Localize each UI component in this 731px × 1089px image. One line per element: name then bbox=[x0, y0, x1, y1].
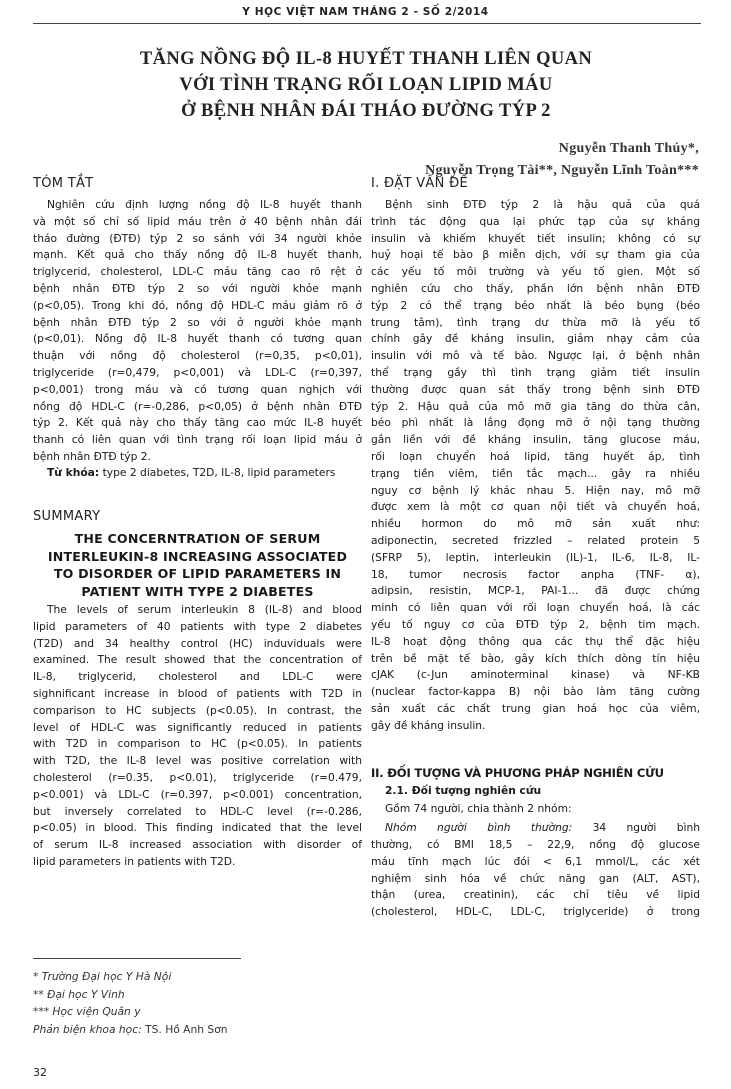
methods-intro: Gồm 74 người, chia thành 2 nhóm: bbox=[385, 802, 572, 815]
text-line: gây đề kháng insulin. bbox=[371, 718, 486, 732]
text-line: p<0,001) trong máu và có tương quan nghịch với bbox=[33, 382, 362, 396]
summary-title-line: PATIENT WITH TYPE 2 DIABETES bbox=[81, 583, 314, 599]
text-line: máu tĩnh mạch lúc đói < 6,1 mmol/L, các xét bbox=[371, 854, 700, 868]
text-line: trung tâm), tình trạng dư thừa mỡ là yếu tố bbox=[371, 315, 700, 329]
methods-body bbox=[371, 837, 700, 921]
keywords-text: type 2 diabetes, T2D, IL-8, lipid parameters bbox=[99, 466, 336, 479]
text-line: insulin và khiếm khuyết tiết insulin; không có sự bbox=[371, 231, 700, 245]
text-line: nghiệm sinh hóa về chức năng gan (ALT, AST), bbox=[371, 871, 700, 885]
intro-heading: I. ĐẶT VẤN ĐỀ bbox=[371, 176, 468, 191]
text-line: IL-8 hoạt động thông qua các thụ thể đặc hiệu bbox=[371, 634, 700, 648]
intro-body bbox=[371, 197, 700, 735]
text-line: insulin với mô và tế bào. Ngược lại, ở bệnh nhân bbox=[371, 349, 700, 363]
footnotes bbox=[33, 968, 228, 1038]
text-line: thanh có liên quan với tình trạng rối loạn lipid máu ở bbox=[33, 433, 362, 447]
text-line: thuận với nồng độ cholesterol (r=0,35, p<0,01), bbox=[33, 349, 362, 363]
text-line: comparison to HC subjects (p<0.05). In contrast, the bbox=[33, 703, 362, 717]
text-line: huỷ hoại tế bào β miễn dịch, với sự tham gia của bbox=[371, 248, 700, 262]
author-line: Nguyễn Trọng Tài**, Nguyễn Lĩnh Toàn*** bbox=[425, 163, 699, 178]
article-title bbox=[60, 46, 672, 124]
summary-title-line: TO DISORDER OF LIPID PARAMETERS IN bbox=[53, 566, 342, 582]
text-line: và một số chỉ số lipid máu trên ở 40 bệnh nhân đái bbox=[33, 214, 362, 228]
text-line: chính gây đề kháng insulin, giảm nhạy cảm của bbox=[371, 332, 700, 346]
text-line: Bệnh sinh ĐTĐ týp 2 là hậu quả của quá bbox=[385, 198, 700, 211]
text-line: thận (urea, creatinin), các chỉ tiêu về lipid bbox=[371, 888, 700, 902]
group-line bbox=[371, 820, 700, 837]
text-line: nhiều hormon do mô mỡ sản xuất như: bbox=[371, 517, 700, 531]
text-line: nguy cơ bệnh lý khác nhau 5. Hiện nay, mô mỡ bbox=[371, 483, 700, 497]
text-line: triglyceride (r=0,479, p<0,001) và LDL-C (r=0,397, bbox=[33, 365, 362, 379]
text-line: with T2D, the IL-8 level was positive correlation with bbox=[33, 754, 362, 768]
text-line: mạnh. Kết quả cho thấy nồng độ IL-8 huyết thanh, bbox=[33, 248, 362, 262]
text-line: 18, tumor necrosis factor anpha (TNF- α), bbox=[371, 567, 700, 581]
text-line: cholesterol (r=0.35, p<0.01), triglyceride (r=0.479, bbox=[33, 770, 362, 784]
text-line: (nuclear factor-kappa B) nội bào làm tăng cường bbox=[371, 685, 700, 699]
text-line: (cholesterol, HDL-C, LDL-C, triglyceride) ở trong bbox=[371, 905, 700, 919]
reviewer-line bbox=[33, 1021, 228, 1039]
text-line: but inversely correlated to HDL-C level (r=-0.286, bbox=[33, 804, 362, 818]
text-line: The levels of serum interleukin 8 (IL-8) and blood bbox=[47, 603, 362, 616]
text-line: (p<0,01). Nồng độ IL-8 huyết thanh có tương quan bbox=[33, 332, 362, 346]
footnote: *** Học viện Quân y bbox=[33, 1005, 141, 1018]
text-line: Nghiên cứu định lượng nồng độ IL-8 huyết thanh bbox=[47, 198, 362, 211]
text-line: bệnh nhân ĐTĐ týp 2 so với ở người khỏe mạnh bbox=[33, 315, 362, 329]
text-line: p<0.001) và LDL-C (r=0.397, p<0.001) concentration, bbox=[33, 787, 362, 801]
text-line: các yếu tố môi trường và yếu tố gien. Một số bbox=[371, 265, 700, 279]
text-line: examined. The result showed that the concentration of bbox=[33, 653, 362, 667]
text-line: (p<0,05). Trong khi đó, nồng độ HDL-C máu giảm rõ ở bbox=[33, 298, 362, 312]
text-line: sighnificant increase in blood of patients with T2D in bbox=[33, 686, 362, 700]
text-line: (SFRP 5), leptin, interleukin (IL)-1, IL-6, IL-8, IL- bbox=[371, 550, 700, 564]
reviewer-name: TS. Hồ Anh Sơn bbox=[141, 1022, 228, 1036]
text-line: adipsin, resistin, MCP-1, PAI-1... đã được chứng bbox=[371, 584, 700, 598]
text-line: nghiên cứu cho thấy, phần lớn bệnh nhân ĐTĐ bbox=[371, 281, 700, 295]
text-line: bệnh nhân ĐTĐ týp 2. bbox=[33, 449, 151, 463]
header-divider bbox=[33, 23, 701, 24]
summary-title-line: INTERLEUKIN-8 INCREASING ASSOCIATED bbox=[47, 548, 348, 564]
text-line: nồng độ HDL-C (r=-0,286, p<0,05) ở bệnh nhân ĐTĐ bbox=[33, 399, 362, 413]
text-line: gắn liền với đề kháng insulin, tăng glucose máu, bbox=[371, 433, 700, 447]
title-line: TĂNG NỒNG ĐỘ IL-8 HUYẾT THANH LIÊN QUAN bbox=[139, 49, 593, 69]
text-line: thường, có BMI 18,5 – 22,9, nồng độ glucose bbox=[371, 838, 700, 851]
text-line: level of HDL-C was significantly reduced in patients bbox=[33, 720, 362, 734]
group-label: Nhóm người bình thường: bbox=[385, 821, 573, 834]
reviewer-label: Phản biện khoa học: bbox=[33, 1022, 142, 1036]
page-number: 32 bbox=[33, 1066, 47, 1079]
text-line: sản xuất các chất trung gian hoá học của viêm, bbox=[371, 701, 700, 715]
title-line: Ở BỆNH NHÂN ĐÁI THÁO ĐƯỜNG TÝP 2 bbox=[181, 101, 551, 121]
text-line: týp 2 có thể trạng béo nhất là béo bụng (béo bbox=[371, 298, 700, 312]
text-line: được xem là một cơ quan nội tiết và chuyển hoá, bbox=[371, 500, 700, 514]
text-line: IL-8, triglycerid, cholesterol and LDL-C were bbox=[33, 670, 362, 684]
text-line: thường được quan sát thấy trong bệnh sinh ĐTĐ bbox=[371, 382, 700, 396]
text-line: yếu tố nguy cơ của ĐTĐ týp 2, bệnh tim mạch. bbox=[371, 617, 700, 631]
text-line: thể trạng gầy thì tình trạng giảm tiết insulin bbox=[371, 365, 700, 379]
text-line: týp 2. Hậu quả của mô mỡ gia tăng do thừa cân, bbox=[371, 399, 700, 413]
text-line: (T2D) and 34 healthy control (HC) induviduals were bbox=[33, 636, 362, 650]
text-line: trạng tiền viêm, tiền tắc mạch... gây ra nhiều bbox=[371, 466, 700, 480]
journal-header: Y HỌC VIỆT NAM THÁNG 2 - SỐ 2/2014 bbox=[242, 6, 489, 18]
text-line: béo phì nhất là lắng đọng mỡ ở nội tạng thường bbox=[371, 416, 700, 430]
methods-subheading: 2.1. Đối tượng nghiên cứu bbox=[385, 784, 542, 797]
keywords-label: Từ khóa: bbox=[47, 466, 100, 479]
text-line: lipid parameters of 40 patients with type 2 diabetes bbox=[33, 619, 362, 633]
summary-body bbox=[33, 602, 362, 871]
text-line: cJAK (c-Jun aminoterminal kinase) và NF-KB bbox=[371, 668, 700, 682]
footnote: ** Đại học Y Vinh bbox=[33, 987, 125, 1001]
footnote: * Trường Đại học Y Hà Nội bbox=[33, 970, 172, 983]
text-line: bệnh nhân ĐTĐ týp 2 so với người khỏe mạnh bbox=[33, 281, 362, 295]
footnote-divider bbox=[33, 958, 241, 959]
text-line: of serum IL-8 increased association with disorder of bbox=[33, 838, 362, 852]
abstract-vi-heading: TÓM TẮT bbox=[33, 176, 94, 191]
text-line: with T2D in comparison to HC (p<0.05). In patients bbox=[33, 737, 362, 751]
abstract-vi-body bbox=[33, 197, 362, 466]
author-line: Nguyễn Thanh Thúy*, bbox=[558, 141, 699, 156]
text-line: lipid parameters in patients with T2D. bbox=[33, 854, 236, 868]
summary-heading: SUMMARY bbox=[33, 509, 101, 524]
methods-heading: II. ĐỐI TƯỢNG VÀ PHƯƠNG PHÁP NGHIÊN CỨU bbox=[371, 766, 664, 780]
text-line: tháo đường (ĐTĐ) týp 2 so sánh với 34 người khỏe bbox=[33, 231, 362, 245]
text-line: adiponectin, secreted frizzled – related protein 5 bbox=[371, 533, 700, 547]
text-line: triglycerid, cholesterol, LDL-C máu tăng cao rõ rệt ở bbox=[33, 265, 362, 279]
group-text: 34 người bình bbox=[572, 821, 700, 834]
text-line: rối loạn chuyển hoá lipid, tăng huyết áp, tình bbox=[371, 449, 700, 463]
keywords bbox=[33, 465, 362, 482]
text-line: p<0.05) in blood. This finding indicated that the level bbox=[33, 821, 362, 835]
text-line: trên bề mặt tế bào, gây kích thích dòng tín hiệu bbox=[371, 651, 700, 665]
text-line: týp 2. Kết quả này cho thấy tăng cao mức IL-8 huyết bbox=[33, 416, 362, 430]
text-line: minh có liên quan với rối loạn chuyển hoá, là các bbox=[371, 601, 700, 615]
title-line: VỚI TÌNH TRẠNG RỐI LOẠN LIPID MÁU bbox=[179, 75, 553, 95]
summary-title bbox=[33, 530, 362, 600]
text-line: trình tác động qua lại phức tạp của sự kháng bbox=[371, 214, 700, 228]
summary-title-line: THE CONCERNTRATION OF SERUM bbox=[74, 531, 321, 546]
